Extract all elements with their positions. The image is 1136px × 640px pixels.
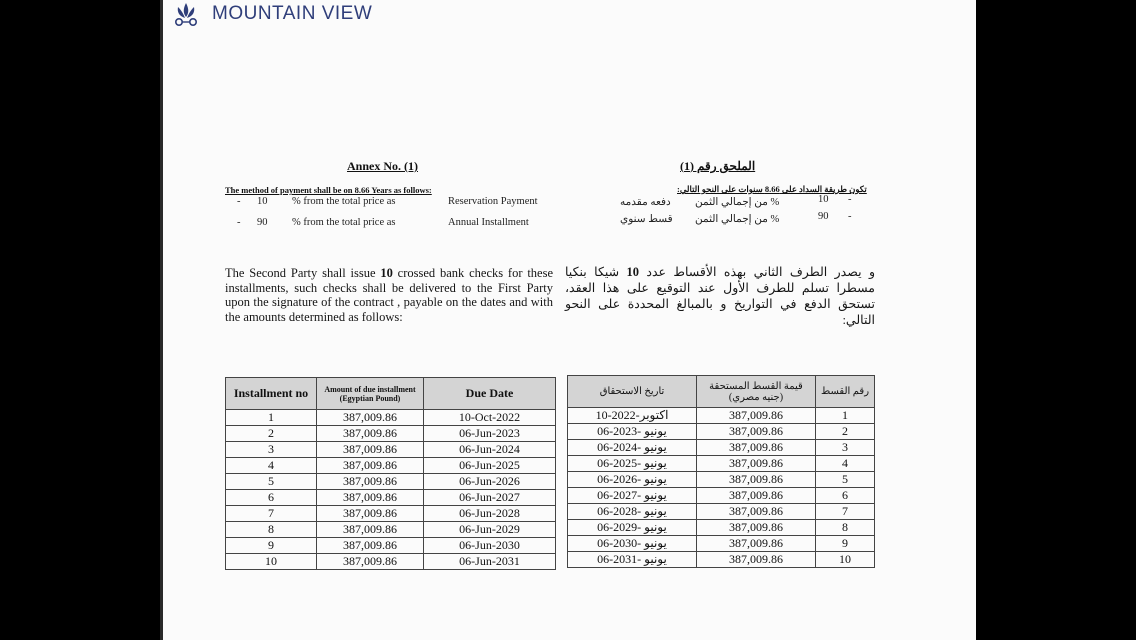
cell-amount: 387,009.86 [697, 536, 816, 552]
page-edge [160, 0, 163, 640]
payment-dash-ar: - [848, 211, 852, 222]
table-row [226, 538, 556, 554]
cell-date: 06-يونيو -2027 [568, 488, 697, 504]
cell-date: 06-يونيو -2024 [568, 440, 697, 456]
column-header: Installment no [226, 378, 317, 410]
cell-date: 06-يونيو -2026 [568, 472, 697, 488]
cell-no: 4 [816, 456, 875, 472]
payment-from-text-ar: % من إجمالي الثمن [695, 197, 780, 208]
cell-no: 7 [816, 504, 875, 520]
paragraph-text: و يصدر الطرف الثاني بهذه الأقساط عدد [646, 265, 875, 279]
amount-header: Amount of due installment [324, 384, 416, 394]
cell-date: 06-Jun-2029 [424, 522, 556, 538]
cell-no: 2 [816, 424, 875, 440]
cell-amount: 387,009.86 [317, 538, 424, 554]
table-row [568, 472, 875, 488]
table-row [568, 552, 875, 568]
table-row [568, 488, 875, 504]
cell-amount: 387,009.86 [317, 458, 424, 474]
cell-date: 06-Jun-2024 [424, 442, 556, 458]
payment-type-ar: قسط سنوي [620, 214, 673, 225]
paragraph-text: crossed bank checks for these installments, such checks shall be delivered to the First Party upon the signature of the contract , payable on the dates and with the amounts determined as follows: [225, 266, 554, 324]
payment-dash: - [237, 196, 241, 207]
checks-paragraph-en [225, 266, 553, 324]
cell-no: 6 [226, 490, 317, 506]
cell-amount: 387,009.86 [317, 554, 424, 570]
table-row [226, 442, 556, 458]
cell-no: 1 [226, 410, 317, 426]
cell-no: 9 [226, 538, 317, 554]
payment-dash: - [237, 217, 241, 228]
installments-table-en [225, 377, 556, 570]
table-row [568, 440, 875, 456]
paragraph-text: The Second Party shall issue [225, 266, 376, 280]
cell-amount: 387,009.86 [697, 488, 816, 504]
cell-date: 06-يونيو -2023 [568, 424, 697, 440]
column-header: Due Date [424, 378, 556, 410]
cell-amount: 387,009.86 [697, 440, 816, 456]
cell-amount: 387,009.86 [317, 506, 424, 522]
cell-date: 10-Oct-2022 [424, 410, 556, 426]
payment-from-text-ar: % من إجمالي الثمن [695, 214, 780, 225]
table-row [226, 458, 556, 474]
cell-date: 06-Jun-2023 [424, 426, 556, 442]
table-row [568, 408, 875, 424]
payment-from-text: % from the total price as [292, 217, 396, 228]
cell-no: 6 [816, 488, 875, 504]
paragraph-text: شيكا بنكيا مسطرا تسلم للطرف الأول عند التوقيع على هذا العقد، تستحق الدفع في التواريخ و بالمبالغ المحددة على النحو التالي: [565, 265, 875, 327]
cell-amount: 387,009.86 [317, 490, 424, 506]
cell-no: 2 [226, 426, 317, 442]
cell-no: 10 [816, 552, 875, 568]
cell-no: 10 [226, 554, 317, 570]
cell-no: 3 [226, 442, 317, 458]
installments-table-ar [567, 375, 875, 568]
cell-date: 06-Jun-2026 [424, 474, 556, 490]
cell-date: 06-Jun-2025 [424, 458, 556, 474]
payment-percent: 90 [257, 217, 268, 228]
column-header: رقم القسط [816, 376, 875, 408]
table-row [226, 554, 556, 570]
cell-amount: 387,009.86 [697, 456, 816, 472]
cell-date: 06-يونيو -2028 [568, 504, 697, 520]
annex-title-ar: الملحق رقم (1) [680, 159, 756, 173]
cell-date: 06-يونيو -2029 [568, 520, 697, 536]
payment-percent: 10 [257, 196, 268, 207]
cell-date: 06-Jun-2031 [424, 554, 556, 570]
cell-amount: 387,009.86 [697, 552, 816, 568]
column-header: تاريخ الاستحقاق [568, 376, 697, 408]
cell-no: 9 [816, 536, 875, 552]
cell-date: 06-Jun-2028 [424, 506, 556, 522]
table-row [568, 536, 875, 552]
logo [170, 0, 372, 28]
cell-amount: 387,009.86 [697, 520, 816, 536]
cell-amount: 387,009.86 [697, 424, 816, 440]
cell-amount: 387,009.86 [317, 442, 424, 458]
table-row [226, 506, 556, 522]
cell-date: 06-يونيو -2025 [568, 456, 697, 472]
payment-method-ar: تكون طريقة السداد على 8.66 سنوات على النحو التالي: [677, 184, 867, 194]
cell-amount: 387,009.86 [697, 408, 816, 424]
check-count: 10 [380, 266, 393, 280]
amount-header-sub: (Egyptian Pound) [339, 393, 401, 403]
cell-no: 8 [816, 520, 875, 536]
column-header [317, 378, 424, 410]
amount-header: قيمة القسط المستحقة [709, 380, 803, 392]
cell-no: 1 [816, 408, 875, 424]
cell-no: 4 [226, 458, 317, 474]
payment-type-ar: دفعه مقدمه [620, 197, 671, 208]
payment-type-en: Reservation Payment [448, 196, 538, 207]
table-row [226, 522, 556, 538]
cell-amount: 387,009.86 [697, 472, 816, 488]
table-row [568, 520, 875, 536]
payment-from-text: % from the total price as [292, 196, 396, 207]
document-page [160, 0, 976, 640]
cell-no: 7 [226, 506, 317, 522]
cell-date: 10-اكتوبر-2022 [568, 408, 697, 424]
cell-no: 5 [816, 472, 875, 488]
cell-date: 06-يونيو -2031 [568, 552, 697, 568]
cell-no: 8 [226, 522, 317, 538]
cell-amount: 387,009.86 [697, 504, 816, 520]
payment-type-en: Annual Installment [448, 217, 529, 228]
cell-date: 06-Jun-2030 [424, 538, 556, 554]
cell-date: 06-يونيو -2030 [568, 536, 697, 552]
table-row [226, 490, 556, 506]
table-row [568, 424, 875, 440]
payment-percent-ar: 10 [818, 194, 829, 205]
mountain-view-logo-icon [170, 1, 202, 27]
column-header [697, 376, 816, 408]
check-count: 10 [626, 265, 640, 279]
cell-amount: 387,009.86 [317, 522, 424, 538]
cell-date: 06-Jun-2027 [424, 490, 556, 506]
amount-header-sub: (جنيه مصري) [728, 391, 784, 403]
payment-percent-ar: 90 [818, 211, 829, 222]
table-row [226, 410, 556, 426]
checks-paragraph-ar [565, 264, 875, 328]
payment-dash-ar: - [848, 194, 852, 205]
logo-text: MOUNTAIN VIEW [212, 3, 373, 24]
cell-amount: 387,009.86 [317, 426, 424, 442]
cell-no: 3 [816, 440, 875, 456]
table-row [568, 504, 875, 520]
table-row [226, 426, 556, 442]
payment-method-en: The method of payment shall be on 8.66 Years as follows: [225, 185, 432, 195]
table-row [568, 456, 875, 472]
cell-no: 5 [226, 474, 317, 490]
cell-amount: 387,009.86 [317, 474, 424, 490]
annex-title-en: Annex No. (1) [347, 159, 418, 173]
table-row [226, 474, 556, 490]
cell-amount: 387,009.86 [317, 410, 424, 426]
